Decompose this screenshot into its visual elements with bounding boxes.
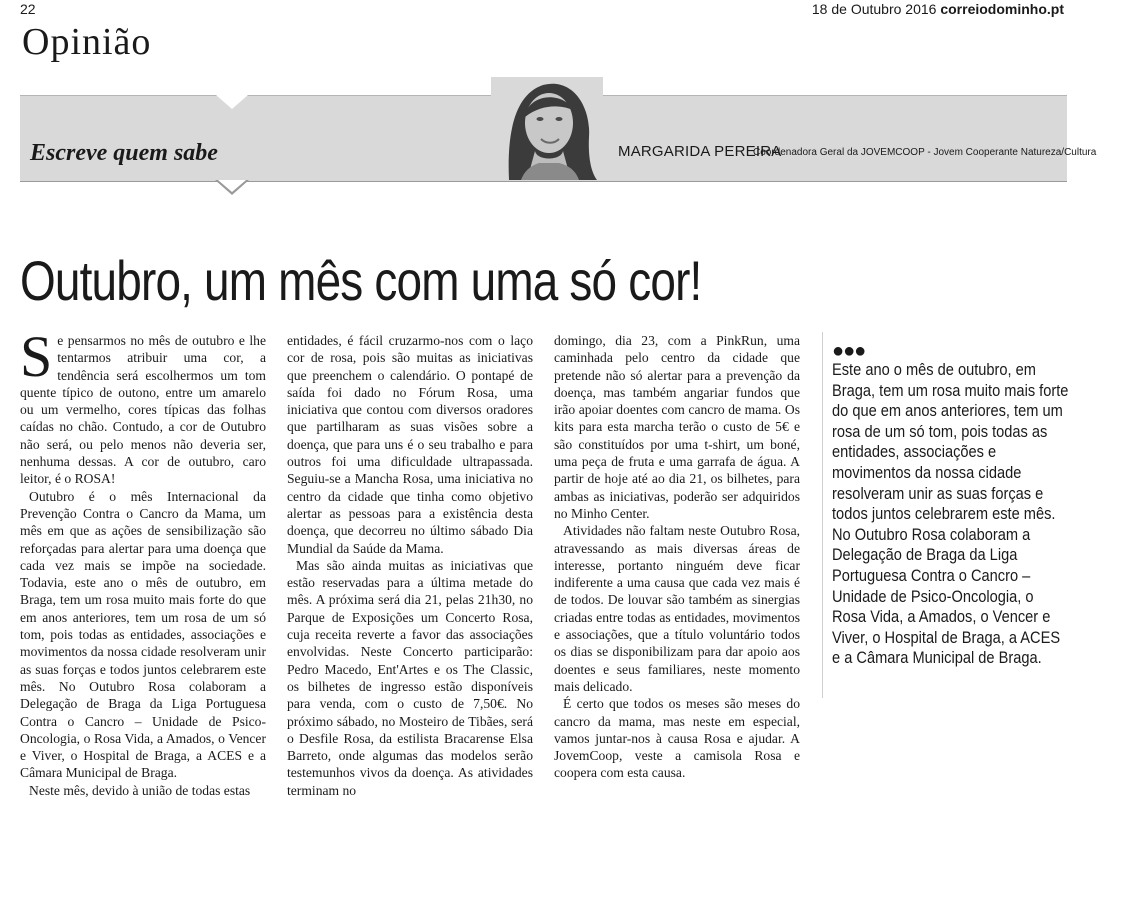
article-column-3 bbox=[554, 332, 800, 782]
sidebar-bullets-icon: ●●● bbox=[832, 340, 866, 362]
author-role: Coordenadora Geral da JOVEMCOOP - Jovem Cooperante Natureza/Cultura bbox=[753, 147, 1097, 158]
sidebar-pull-quote: Este ano o mês de outubro, em Braga, tem um rosa muito mais forte do que em anos anteriores, tem um rosa de um só tom, pois todas as entidades, associações e movimentos da nossa cidade resolveram unir as suas forças e todos juntos celebrarem este mês. No Outubro Rosa colaboram a Delegação de Braga da Liga Portuguesa Contra o Cancro – Unidade de Psico-Oncologia, o Rosa Vida, a Amados, o Vencer e Viver, o Hospital de Braga, a ACES e a Câmara Municipal de Braga. bbox=[832, 360, 1069, 668]
article-paragraph: domingo, dia 23, com a PinkRun, uma caminhada pelo centro da cidade que pretende não só alertar para a prevenção da doença, mas também angariar fundos que irão apoiar doentes com cancro de mama. Os kits para esta marcha terão o custo de 5€ e são constituídos por uma t-shirt, um boné, uma peça de fruta e uma garrafa de água. A partir de hoje até ao dia 21, os bilhetes, para ambas as iniciativas, poderão ser adquiridos no Minho Center. bbox=[554, 333, 800, 521]
paragraph-text: e pensarmos no mês de outubro e lhe tentarmos atribuir uma cor, a tendência será escolhermos um tom quente típico de outono, entre um amarelo ou um vermelho, cores típicas das folhas caídas no chão. Contudo, a cor de Outubro não será, ou pelo menos não deveria ser, nenhuma dessas. A cor de outubro, caro leitor, é o ROSA! bbox=[20, 333, 266, 487]
article-column-2 bbox=[287, 332, 533, 799]
column-kicker: Escreve quem sabe bbox=[30, 140, 218, 166]
page-number: 22 bbox=[20, 1, 36, 17]
article-headline: Outubro, um mês com uma só cor! bbox=[20, 248, 702, 312]
article-paragraph: Mas são ainda muitas as iniciativas que estão reservadas para a última metade do mês. A próxima será dia 21, pelas 21h30, no Parque de Exposições um Concerto Rosa, cuja receita reverte a favor das associações envolvidas. Neste Concerto participarão: Pedro Macedo, Ent'Artes e os The Classic, os bilhetes de ingresso estão disponíveis para venda, com o custo de 7,50€. No próximo sábado, no Mosteiro de Tibães, será o Desfile Rosa, da estilista Bracarense Elsa Barreto, onde algumas das modelos serão testemunhos vivos da doença. As atividades terminam no bbox=[287, 557, 533, 798]
site-name: correiodominho.pt bbox=[940, 1, 1064, 17]
banner-notch-top bbox=[216, 95, 248, 109]
section-title: Opinião bbox=[22, 21, 152, 63]
article-paragraph: É certo que todos os meses são meses do cancro da mama, mas neste em especial, vamos juntar-nos à causa Rosa e ajudar. A JovemCoop, veste a camisola Rosa e coopera com esta causa. bbox=[554, 696, 800, 781]
article-paragraph: Neste mês, devido à união de todas estas bbox=[29, 782, 251, 798]
article-column-1 bbox=[20, 324, 266, 799]
author-portrait bbox=[491, 77, 603, 180]
article-paragraph: entidades, é fácil cruzarmo-nos com o laço cor de rosa, pois são muitas as iniciativas que preenchem o calendário. O pontapé de saída foi dado no Fórum Rosa, uma iniciativa que contou com diversos oradores que partilharam as suas visões sobre a doença, que para uns é o seu trabalho e para outros foi uma dificuldade ultrapassada. Seguiu-se a Mancha Rosa, uma iniciativa no centro da cidade que tinha como objetivo alertar as pessoas para a existência desta doença, que decorreu no último sábado Dia Mundial da Saúde da Mama. bbox=[287, 333, 533, 556]
page-header-info bbox=[812, 1, 1064, 17]
article-paragraph: Outubro é o mês Internacional da Prevenção Contra o Cancro da Mama, um mês em que as ações de sensibilização são reforçadas para alertar para uma doença que cada vez mais se impõe na sociedade. Todavia, este ano o mês de outubro, em Braga, tem um rosa muito mais forte do que em anos anteriores, tem um rosa de um só tom, pois todas as entidades, associações e movimentos da nossa cidade resolveram unir as suas forças e todos juntos celebrarem este mês. No Outubro Rosa colaboram a Delegação de Braga da Liga Portuguesa Contra o Cancro – Unidade de Psico-Oncologia, o Rosa Vida, a Amados, o Vencer e Viver, o Hospital de Braga, a ACES e a Câmara Municipal de Braga. bbox=[20, 488, 266, 781]
author-name: MARGARIDA PEREIRA bbox=[618, 143, 782, 160]
sidebar-divider bbox=[822, 332, 823, 698]
banner-notch-bottom-inner bbox=[218, 180, 246, 192]
article-paragraph bbox=[20, 324, 266, 488]
article-paragraph: Atividades não faltam neste Outubro Rosa, atravessando as mais diversas áreas de interesse, portanto ninguém deve ficar indiferente a uma causa que cada vez mais é de todos. De louvar são também as sinergias criadas entre todas as entidades, movimentos e associações, que a título voluntário todos os dias se disponibilizam para dar apoio aos doentes e seus familiares, neste momento mais delicado. bbox=[554, 523, 800, 694]
publication-date: 18 de Outubro 2016 bbox=[811, 1, 937, 17]
drop-cap: S bbox=[20, 324, 53, 389]
